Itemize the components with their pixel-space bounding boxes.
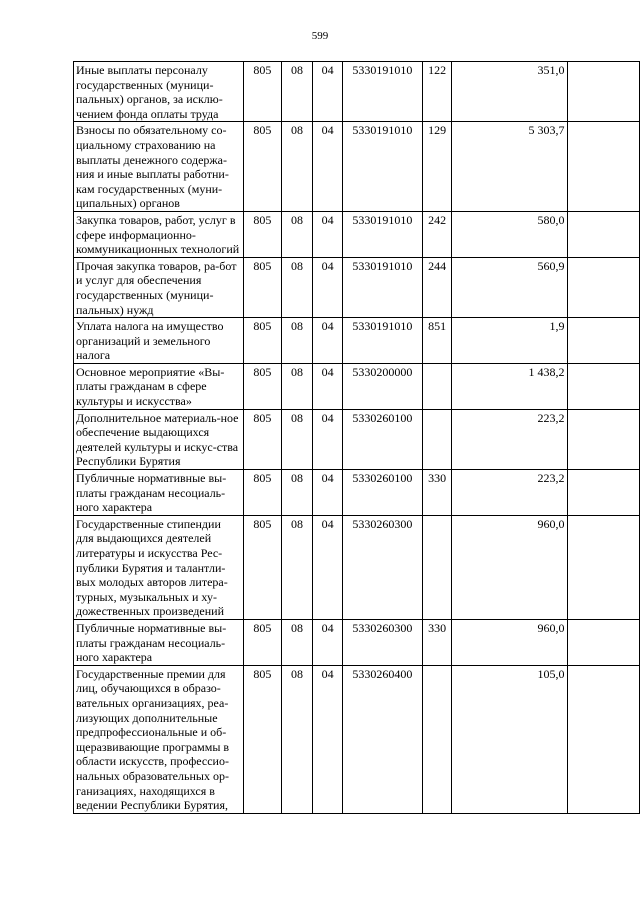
target-article-code: 5330260300 [343,619,423,665]
section-code: 08 [281,318,313,364]
amount: 960,0 [452,619,567,665]
grbs-code: 805 [243,515,281,619]
item-name: Иные выплаты персоналу государственных (муници-пальных) органов, за исклю-чением фонда оплаты труда [74,62,244,122]
section-code: 08 [281,409,313,469]
item-name: Публичные нормативные вы-платы гражданам несоциаль-ного характера [74,619,244,665]
table-row [74,211,640,257]
table-row [74,122,640,212]
table-row [74,470,640,516]
section-code: 08 [281,257,313,317]
table-row [74,409,640,469]
expense-type-code: 122 [422,62,452,122]
amount: 105,0 [452,665,567,813]
expense-type-code: 851 [422,318,452,364]
page-number: 599 [311,30,329,42]
amount: 1,9 [452,318,567,364]
item-name: Прочая закупка товаров, ра-бот и услуг для обеспечения государственных (муници-пальных) нужд [74,257,244,317]
expense-type-code [422,363,452,409]
amount: 5 303,7 [452,122,567,212]
expense-type-code [422,515,452,619]
extra-cell [567,363,639,409]
target-article-code: 5330260100 [343,470,423,516]
amount: 960,0 [452,515,567,619]
section-code: 08 [281,470,313,516]
target-article-code: 5330191010 [343,62,423,122]
subsection-code: 04 [313,62,343,122]
subsection-code: 04 [313,363,343,409]
expense-type-code: 330 [422,619,452,665]
target-article-code: 5330260100 [343,409,423,469]
expense-type-code: 330 [422,470,452,516]
table-row [74,257,640,317]
grbs-code: 805 [243,318,281,364]
expense-type-code [422,665,452,813]
item-name: Публичные нормативные вы-платы гражданам несоциаль-ного характера [74,470,244,516]
table-row [74,619,640,665]
budget-table [73,61,640,814]
expense-type-code: 242 [422,211,452,257]
grbs-code: 805 [243,363,281,409]
item-name: Закупка товаров, работ, услуг в сфере информационно-коммуникационных технологий [74,211,244,257]
extra-cell [567,515,639,619]
subsection-code: 04 [313,619,343,665]
extra-cell [567,122,639,212]
extra-cell [567,318,639,364]
grbs-code: 805 [243,122,281,212]
grbs-code: 805 [243,470,281,516]
expense-type-code: 244 [422,257,452,317]
section-code: 08 [281,515,313,619]
section-code: 08 [281,619,313,665]
table-row [74,363,640,409]
item-name: Взносы по обязательному со-циальному страхованию на выплаты денежного содержа-ния и иные выплаты работни-кам государственных (муни-ципальных) органов [74,122,244,212]
grbs-code: 805 [243,665,281,813]
target-article-code: 5330191010 [343,318,423,364]
amount: 223,2 [452,409,567,469]
table-row [74,515,640,619]
subsection-code: 04 [313,665,343,813]
grbs-code: 805 [243,257,281,317]
target-article-code: 5330191010 [343,257,423,317]
grbs-code: 805 [243,409,281,469]
extra-cell [567,619,639,665]
target-article-code: 5330200000 [343,363,423,409]
section-code: 08 [281,363,313,409]
item-name: Государственные премии для лиц, обучающихся в образо-вательных организациях, реа-лизующих дополнительные предпрофессиональные и об-щеразвивающие программы в области искусств, профессио-нальных образовательных ор-ганизациях, находящихся в ведении Республики Бурятия, [74,665,244,813]
extra-cell [567,257,639,317]
subsection-code: 04 [313,122,343,212]
extra-cell [567,62,639,122]
item-name: Государственные стипендии для выдающихся деятелей литературы и искусства Рес-публики Бурятия и талантли-вых молодых авторов литера-турных, музыкальных и ху-дожественных произведений [74,515,244,619]
section-code: 08 [281,211,313,257]
item-name: Дополнительное материаль-ное обеспечение выдающихся деятелей культуры и искус-ства Республики Бурятия [74,409,244,469]
item-name: Основное мероприятие «Вы-платы гражданам в сфере культуры и искусства» [74,363,244,409]
amount: 560,9 [452,257,567,317]
grbs-code: 805 [243,62,281,122]
grbs-code: 805 [243,619,281,665]
grbs-code: 805 [243,211,281,257]
target-article-code: 5330260400 [343,665,423,813]
amount: 1 438,2 [452,363,567,409]
subsection-code: 04 [313,409,343,469]
section-code: 08 [281,665,313,813]
expense-type-code [422,409,452,469]
amount: 351,0 [452,62,567,122]
target-article-code: 5330191010 [343,211,423,257]
target-article-code: 5330191010 [343,122,423,212]
extra-cell [567,409,639,469]
section-code: 08 [281,122,313,212]
extra-cell [567,470,639,516]
subsection-code: 04 [313,257,343,317]
subsection-code: 04 [313,515,343,619]
amount: 223,2 [452,470,567,516]
target-article-code: 5330260300 [343,515,423,619]
table-row [74,318,640,364]
amount: 580,0 [452,211,567,257]
subsection-code: 04 [313,470,343,516]
extra-cell [567,211,639,257]
section-code: 08 [281,62,313,122]
table-row [74,665,640,813]
subsection-code: 04 [313,211,343,257]
extra-cell [567,665,639,813]
expense-type-code: 129 [422,122,452,212]
item-name: Уплата налога на имущество организаций и земельного налога [74,318,244,364]
table-row [74,62,640,122]
subsection-code: 04 [313,318,343,364]
